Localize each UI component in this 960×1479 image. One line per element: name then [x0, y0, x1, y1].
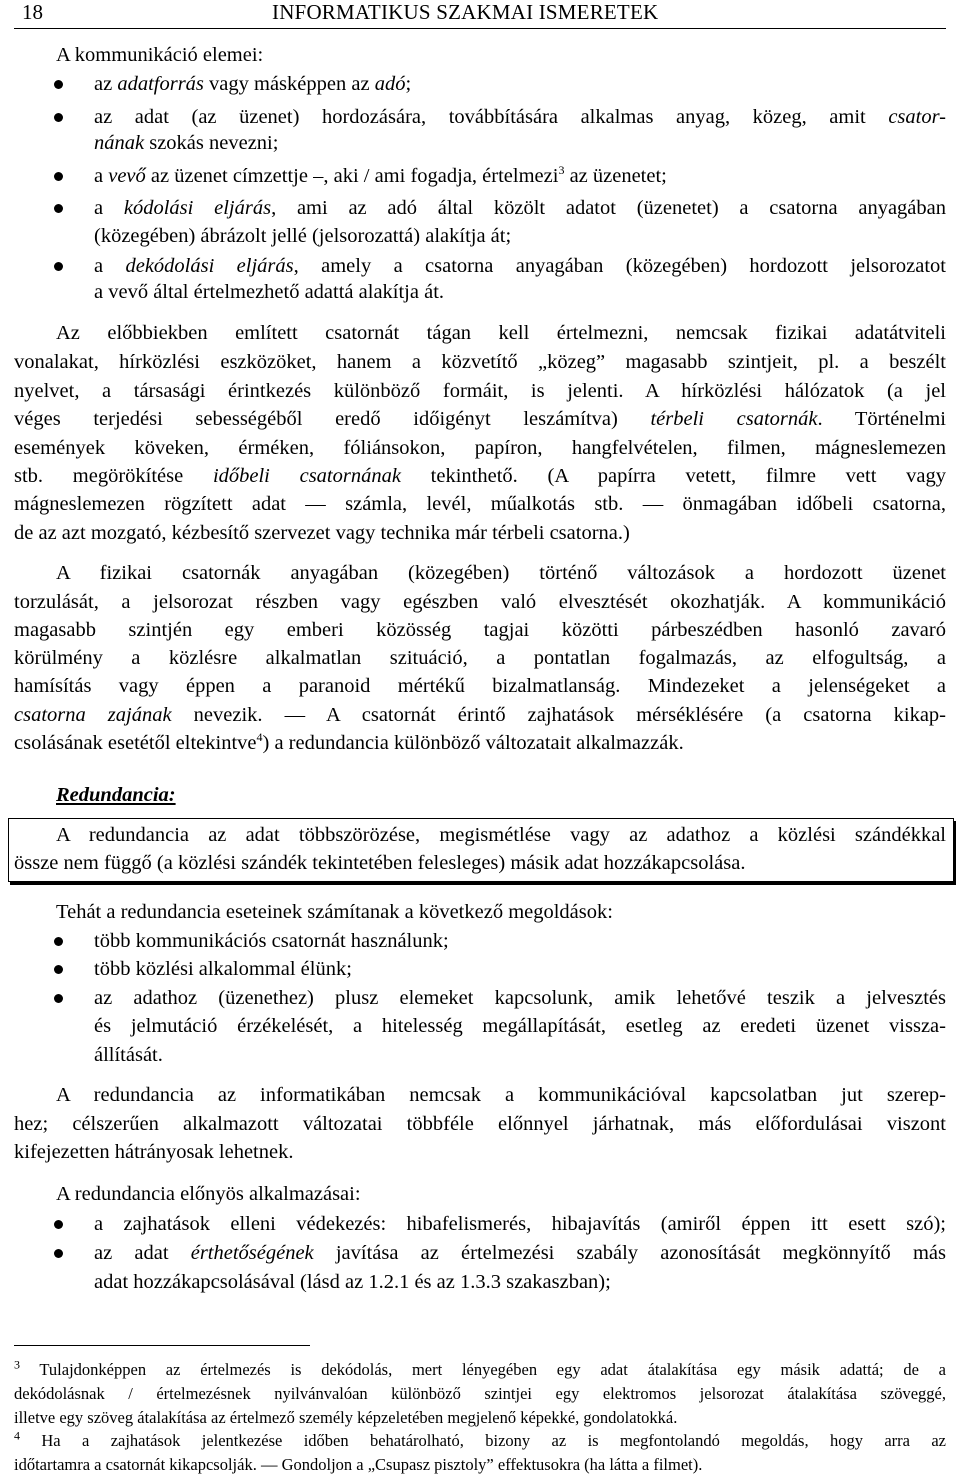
paragraph-line: kifejezetten hátrányosak lehetnek.	[14, 1141, 294, 1163]
bullet-icon	[54, 113, 63, 122]
paragraph-line: mágneslemezen rögzített adat — számla, levél, műalkotás stb. — önmagában időbeli csatorna,	[14, 493, 946, 515]
bullet-icon	[54, 965, 63, 974]
bullet-icon	[54, 80, 63, 89]
bullet-icon	[54, 994, 63, 1003]
paragraph-line: A redundancia az informatikában nemcsak a kommunikációval kapcsolatban jut szerep-	[56, 1084, 946, 1106]
list-item-continuation: (közegében) ábrázolt jellé (jelsorozattá) alakítja át;	[94, 225, 512, 247]
paragraph-line: események köveken, érméken, fóliánsokon, papíron, hangfelvételen, filmen, mágneslemezen	[14, 437, 946, 459]
paragraph-line: csatorna zajának nevezik. — A csatornát érintő zajhatások mérséklésére (a csatorna kikap-	[14, 704, 946, 726]
footnote-line: illetve egy szöveg átalakítása az értelmező személy képzeletében megjelenő képekké, gondolatokká.	[14, 1408, 678, 1427]
paragraph-line: véges terjedési sebességéből eredő időigényt leszámítva) térbeli csatornák. Történelmi	[14, 408, 946, 430]
bullet-icon	[54, 1220, 63, 1229]
list-item: az adatforrás vagy másképpen az adó;	[94, 73, 412, 95]
list-item: a kódolási eljárás, ami az adó által közölt adatot (üzenetet) a csatorna anyagában	[94, 197, 946, 219]
footnote-line: dekódolásnak / értelmezésnek nyilvánvalóan különböző szintjei egy elektromos jelsorozat átalakítása szöveggé,	[14, 1384, 946, 1403]
footnote-line: $^4$ Ha a zajhatások jelentkezése időben behatárolható, bizony az is megfontolandó megoldás, hogy arra az	[14, 1428, 946, 1450]
paragraph-line: magasabb szintjén egy emberi közösség tagjai közötti párbeszédben hasonló zavaró	[14, 619, 946, 641]
bullet-icon	[54, 1249, 63, 1258]
list-item: az adathoz (üzenethez) plusz elemeket kapcsolunk, amik lehetővé teszik a jelvesztés	[94, 987, 946, 1009]
paragraph-line: stb. megörökítése időbeli csatornának tekinthető. (A papírra vetett, filmre vett vagy	[14, 465, 946, 487]
paragraph-line: A fizikai csatornák anyagában (közegében) történő változások a hordozott üzenet	[56, 562, 946, 584]
list-item-continuation: állítását.	[94, 1044, 163, 1066]
list-item-continuation: nának szokás nevezni;	[94, 132, 279, 154]
paragraph-line: torzulását, a jelsorozat részben vagy egészben való elvesztését okozhatják. A kommunikáció	[14, 591, 946, 613]
footnote-line: $^3$ Tulajdonképpen az értelmezés is dekódolás, mert lényegében egy adat átalakítása egy másik adattá; de a	[14, 1357, 946, 1379]
footnote-line: időtartamra a csatornát kikapcsolják. — Gondoljon a „Csupasz pisztoly” effektusokra (ha látta a filmet).	[14, 1455, 703, 1474]
list-item-continuation: és jelmutáció érzékelését, a hitelesség megállapítását, esetleg az eredeti üzenet vissza-	[94, 1015, 946, 1037]
list-item: a vevő az üzenet címzettje –, aki / ami fogadja, értelmezi$^3$ az üzenetet;	[94, 163, 667, 187]
paragraph-line: Az előbbiekben említett csatornát tágan kell értelmezni, nemcsak fizikai adatátviteli	[56, 322, 946, 344]
running-title: INFORMATIKUS SZAKMAI ISMERETEK	[272, 0, 659, 24]
definition-line: A redundancia az adat többszörözése, megismétlése vagy az adathoz a közlési szándékkal	[56, 824, 946, 846]
list-item-continuation: adat hozzákapcsolásával (lásd az 1.2.1 és az 1.3.3 szakaszban);	[94, 1271, 611, 1293]
page-number: 18	[22, 0, 43, 24]
paragraph-line: hamísítás vagy éppen a paranoid mértékű bizalmatlanság. Mindezeket a jelenségeket a	[14, 675, 946, 697]
bullet-icon	[54, 262, 63, 271]
page-header	[14, 0, 946, 29]
paragraph-line: de az azt mozgató, kézbesítő szervezet vagy technika már térbeli csatorna.)	[14, 522, 630, 544]
paragraph-line: nyelvet, a társasági érintkezés különböző formáit, is jelenti. A hírközlési hálózatok (a jel	[14, 380, 946, 402]
paragraph-line: hez; célszerűen alkalmazott változatai többféle előnnyel járhatnak, más előfordulásai viszont	[14, 1113, 946, 1135]
section-lead: A kommunikáció elemei:	[56, 44, 264, 66]
section-heading: Redundancia:	[56, 784, 176, 806]
list-item: a dekódolási eljárás, amely a csatorna anyagában (közegében) hordozott jelsorozatot	[94, 255, 946, 277]
paragraph-line: csolásának esetétől eltekintve$^4$) a redundancia különböző változatait alkalmazzák.	[14, 730, 684, 754]
list-item-continuation: a vevő által értelmezhető adattá alakítja át.	[94, 281, 445, 303]
paragraph-line: körülmény a közlésre alkalmatlan szituáció, a pontatlan fogalmazás, az elfogultság, a	[14, 647, 946, 669]
bullet-icon	[54, 172, 63, 181]
list-item: az adat (az üzenet) hordozására, továbbítására alkalmas anyag, közeg, amit csator-	[94, 106, 946, 128]
section-lead: A redundancia előnyös alkalmazásai:	[56, 1183, 361, 1205]
paragraph-line: vonalakat, hírközlési eszközöket, hanem a közvetítő „közeg” magasabb szintjeit, pl. a beszélt	[14, 351, 946, 373]
section-lead: Tehát a redundancia eseteinek számítanak a következő megoldások:	[56, 901, 613, 923]
list-item: a zajhatások elleni védekezés: hibafelismerés, hibajavítás (amiről éppen itt esett szó);	[94, 1213, 946, 1235]
list-item: az adat érthetőségének javítása az értelmezési szabály azonosítását megkönnyítő más	[94, 1242, 946, 1264]
bullet-icon	[54, 937, 63, 946]
bullet-icon	[54, 204, 63, 213]
list-item: több közlési alkalommal élünk;	[94, 958, 352, 980]
list-item: több kommunikációs csatornát használunk;	[94, 930, 449, 952]
footnote-rule	[14, 1345, 310, 1346]
definition-line: össze nem függő (a közlési szándék tekintetében felesleges) másik adat hozzákapcsolása.	[14, 852, 746, 874]
